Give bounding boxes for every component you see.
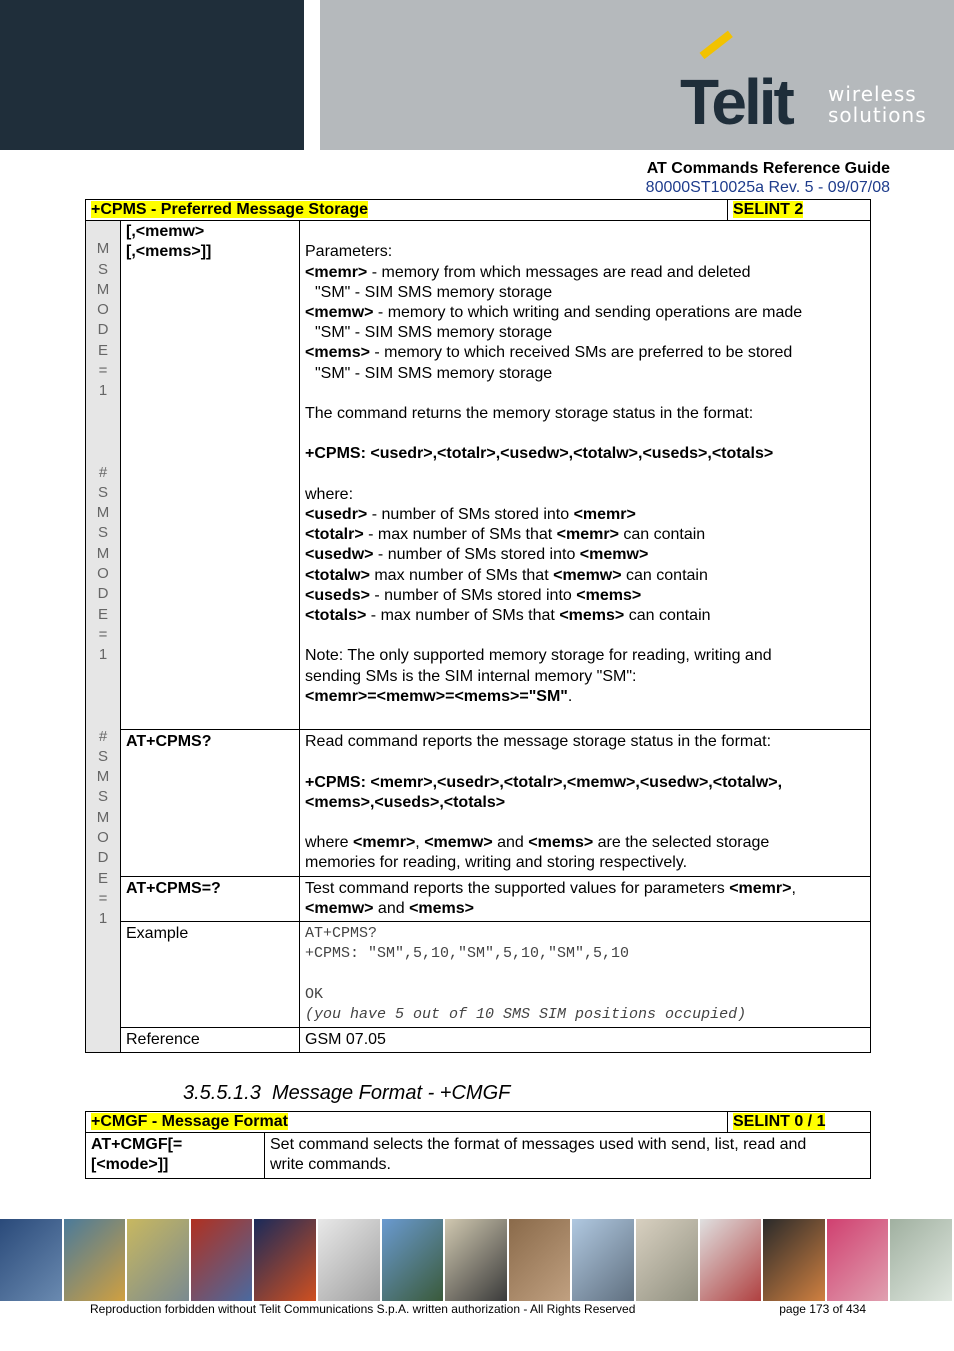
footer-photo [700,1219,764,1301]
section-heading: 3.5.5.1.3 Message Format - +CMGF [183,1082,511,1104]
footer-photo [0,1219,64,1301]
cpms-test-desc: Test command reports the supported values for parameters <memr>, <memw> and <mems> [300,876,871,921]
cmgf-title: +CMGF - Message Format [91,1113,288,1130]
footer-photo [572,1219,636,1301]
cpms-read-cmd: AT+CPMS? [121,730,300,876]
footer-photo [445,1219,509,1301]
cpms-reference-label: Reference [121,1027,300,1052]
cpms-test-row [86,876,871,921]
cmgf-selint: SELINT 0 / 1 [733,1113,826,1130]
footer-photo [191,1219,255,1301]
footer-photo-strip [0,1219,954,1301]
logo-subtext: wireless solutions [828,82,927,127]
logo-text: Telit [680,66,792,138]
cpms-set-cmd: [,<memw> [,<mems>]] [121,221,300,730]
mode-side-label: M S M O D E = 1 # S M S M O D E = 1 # S M S M O D E = 1 [86,221,121,1053]
footer-photo [382,1219,446,1301]
cpms-title: +CPMS - Preferred Message Storage [91,201,368,218]
cmgf-set-desc: Set command selects the format of messages used with send, list, read and write commands. [265,1133,871,1178]
cpms-example-code: AT+CPMS? +CPMS: "SM",5,10,"SM",5,10,"SM",5,10 OK (you have 5 out of 10 SMS SIM positions occupied) [300,921,871,1027]
cpms-reference-value: GSM 07.05 [300,1027,871,1052]
cmgf-header-row [86,1112,871,1133]
cpms-set-row [86,221,871,730]
footer-notice: Reproduction forbidden without Telit Communications S.p.A. written authorization - All Rights Reserved [90,1302,636,1316]
doc-title: AT Commands Reference Guide [646,160,890,177]
cpms-read-row [86,730,871,876]
footer-photo [509,1219,573,1301]
cpms-read-desc: Read command reports the message storage status in the format: +CPMS: <memr>,<usedr>,<totalr>,<memw>,<usedw>,<totalw>, <mems>,<useds>,<totals> where <memr>, <memw> and <mems> are the selected storage memories for reading, writing and storing respectively. [300,730,871,876]
page-number: page 173 of 434 [779,1302,866,1316]
cmgf-set-row [86,1133,871,1178]
footer-photo [254,1219,318,1301]
cpms-example-label: Example [121,921,300,1027]
cpms-set-desc: Parameters: <memr> - memory from which messages are read and deleted "SM" - SIM SMS memory storage <memw> - memory to which writing and sending operations are made "SM" - SIM SMS memory storage <mems> - memory to which received SMs are preferred to be stored "SM" - SIM SMS memory storage The command returns the memory storage status in the format: +CPMS: <usedr>,<totalr>,<usedw>,<totalw>,<useds>,<totals> where: <usedr> - number of SMs stored into <memr> <totalr> - max number of SMs that <memr> can contain <usedw> - number of SMs stored into <memw> <totalw> max number of SMs that <memw> can contain <useds> - number of SMs stored into <mems> <totals> - max number of SMs that <mems> can contain Note: The only supported memory storage for reading, writing and sending SMs is the SIM internal memory "SM": <memr>=<memw>=<mems>="SM". [300,221,871,730]
cpms-selint: SELINT 2 [733,201,804,218]
footer-photo [636,1219,700,1301]
cmgf-table [85,1111,871,1179]
cpms-table [85,199,871,1053]
footer-photo [318,1219,382,1301]
cpms-header-row [86,200,871,221]
footer [90,1302,870,1316]
footer-photo [763,1219,827,1301]
cpms-reference-row [86,1027,871,1052]
footer-photo [64,1219,128,1301]
doc-code: 80000ST10025a Rev. 5 - 09/07/08 [645,179,890,196]
header-dark-panel [0,0,304,150]
cpms-test-cmd: AT+CPMS=? [121,876,300,921]
footer-photo [827,1219,891,1301]
footer-photo [890,1219,954,1301]
telit-logo [680,52,930,138]
footer-photo [127,1219,191,1301]
cmgf-set-cmd: AT+CMGF[= [<mode>]] [86,1133,265,1178]
cpms-example-row [86,921,871,1027]
